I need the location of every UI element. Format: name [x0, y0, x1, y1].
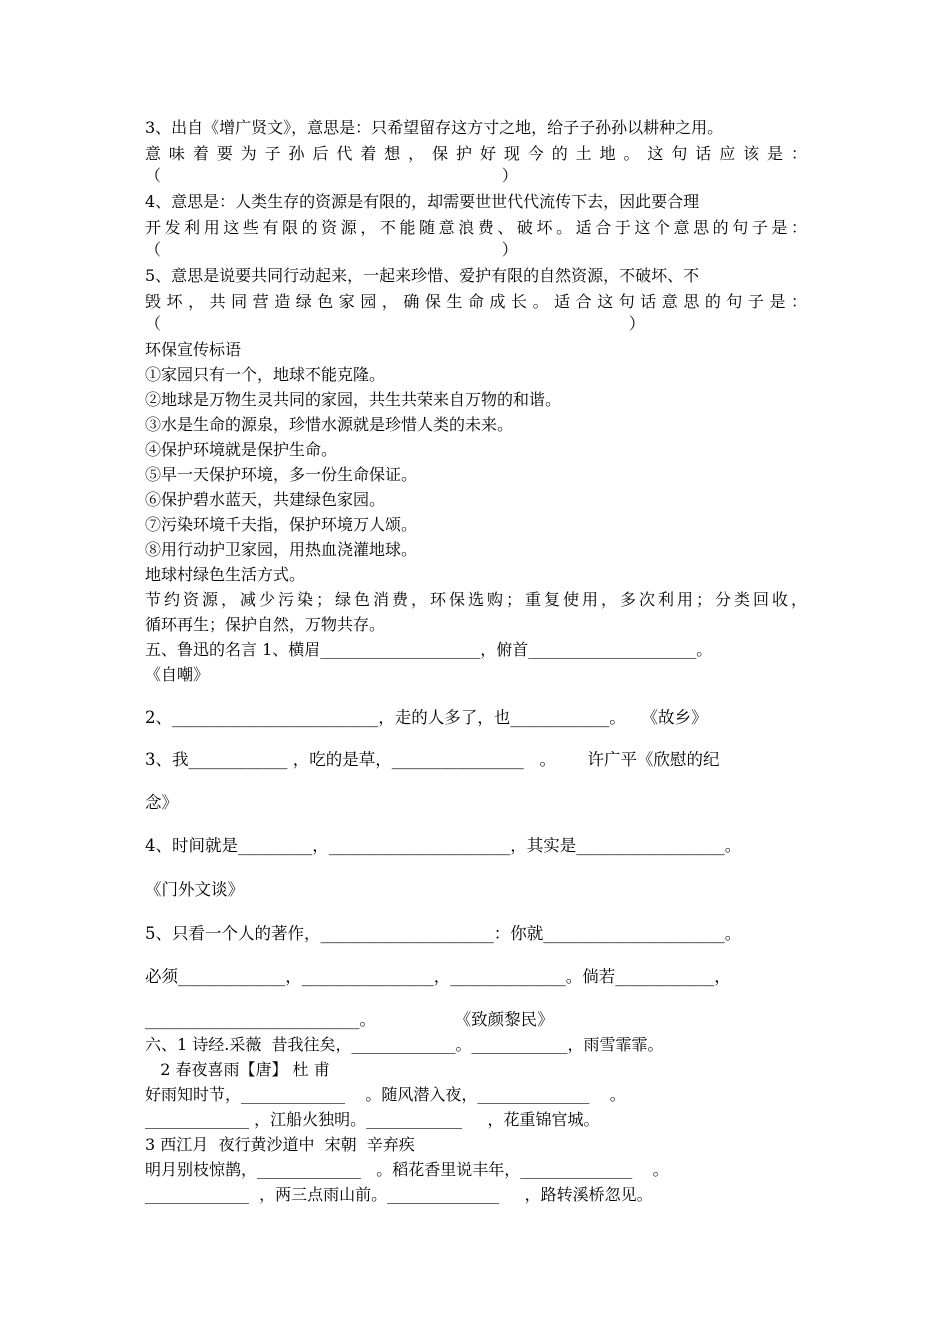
q4-line1: 4、意思是：人类生存的资源是有限的，却需要世世代代流传下去，因此要合理	[145, 192, 700, 211]
luxun-q5-end: __________________________。 《致颜黎民》	[145, 1010, 554, 1029]
poem-line: _____________ ，两三点雨山前。______________ ，路转溪桥忽见。	[145, 1185, 653, 1204]
q5-answer-bracket: （ ）	[145, 314, 645, 333]
q4-answer-bracket: （ ）	[145, 240, 518, 259]
slogan-item: ②地球是万物生灵共同的家园，共生共荣来自万物的和谐。	[145, 390, 562, 409]
luxun-q5-cont: 必须_____________，________________，______________。倘若____________，	[145, 967, 731, 986]
slogan-item: ①家园只有一个，地球不能克隆。	[145, 365, 386, 384]
luxun-q3: 3、我____________ ，吃的是草，________________ 。 许广平《欣慰的纪	[145, 750, 720, 769]
green-life-text: 循环再生；保护自然，万物共存。	[145, 615, 386, 634]
poem-line: 好雨知时节，_____________ 。随风潜入夜，______________ 。	[145, 1085, 626, 1104]
luxun-q5: 5、只看一个人的著作，_____________________：你就______________________。	[145, 924, 742, 943]
luxun-q2: 2、_________________________，走的人多了，也____________。 《故乡》	[145, 708, 708, 727]
q4-line2: 开发利用这些有限的资源，不能随意浪费、破坏。适合于这个意思的句子是：	[145, 218, 807, 237]
poem-q1: 六、1 诗经.采薇 昔我往矣，_____________。____________，雨雪霏霏。	[145, 1035, 664, 1054]
slogan-item: ⑥保护碧水蓝天，共建绿色家园。	[145, 490, 386, 509]
q3-line1: 3、出自《增广贤文》，意思是：只希望留存这方寸之地，给子子孙孙以耕种之用。	[145, 118, 724, 137]
poem-line: _____________ ，江船火独明。____________ ，花重锦官城。	[145, 1110, 600, 1129]
q5-line2: 毁坏，共同营造绿色家园，确保生命成长。适合这句话意思的句子是：	[145, 292, 807, 311]
luxun-q3-cont: 念》	[145, 793, 178, 812]
poem-line: 明月别枝惊鹊，_____________ 。稻花香里说丰年，______________ 。	[145, 1160, 669, 1179]
slogan-item: ③水是生命的源泉，珍惜水源就是珍惜人类的未来。	[145, 415, 514, 434]
section-heading-slogans: 环保宣传标语	[145, 340, 242, 359]
q5-line1: 5、意思是说要共同行动起来，一起来珍惜、爱护有限的自然资源，不破坏、不	[145, 266, 700, 285]
slogan-item: ⑤早一天保护环境，多一份生命保证。	[145, 465, 418, 484]
section-heading-green-life: 地球村绿色生活方式。	[145, 565, 306, 584]
luxun-source: 《自嘲》	[145, 665, 210, 684]
slogan-item: ⑦污染环境千夫指，保护环境万人颂。	[145, 515, 418, 534]
slogan-item: ⑧用行动护卫家园，用热血浇灌地球。	[145, 540, 418, 559]
poem-title: 2 春夜喜雨【唐】 杜 甫	[145, 1060, 330, 1079]
q3-line2: 意味着要为子孙后代着想，保护好现今的土地。这句话应该是：	[145, 144, 807, 163]
luxun-q1: 五、鲁迅的名言 1、横眉____________________，俯首_____________________。	[145, 640, 713, 659]
poem-title: 3 西江月 夜行黄沙道中 宋朝 辛弃疾	[145, 1135, 415, 1154]
luxun-q4: 4、时间就是_________，______________________，其实是__________________。	[145, 836, 742, 855]
q3-answer-bracket: （ ）	[145, 166, 518, 185]
luxun-source: 《门外文谈》	[145, 880, 244, 899]
green-life-text: 节约资源，减少污染；绿色消费，环保选购；重复使用，多次利用；分类回收，	[145, 590, 807, 609]
slogan-item: ④保护环境就是保护生命。	[145, 440, 338, 459]
